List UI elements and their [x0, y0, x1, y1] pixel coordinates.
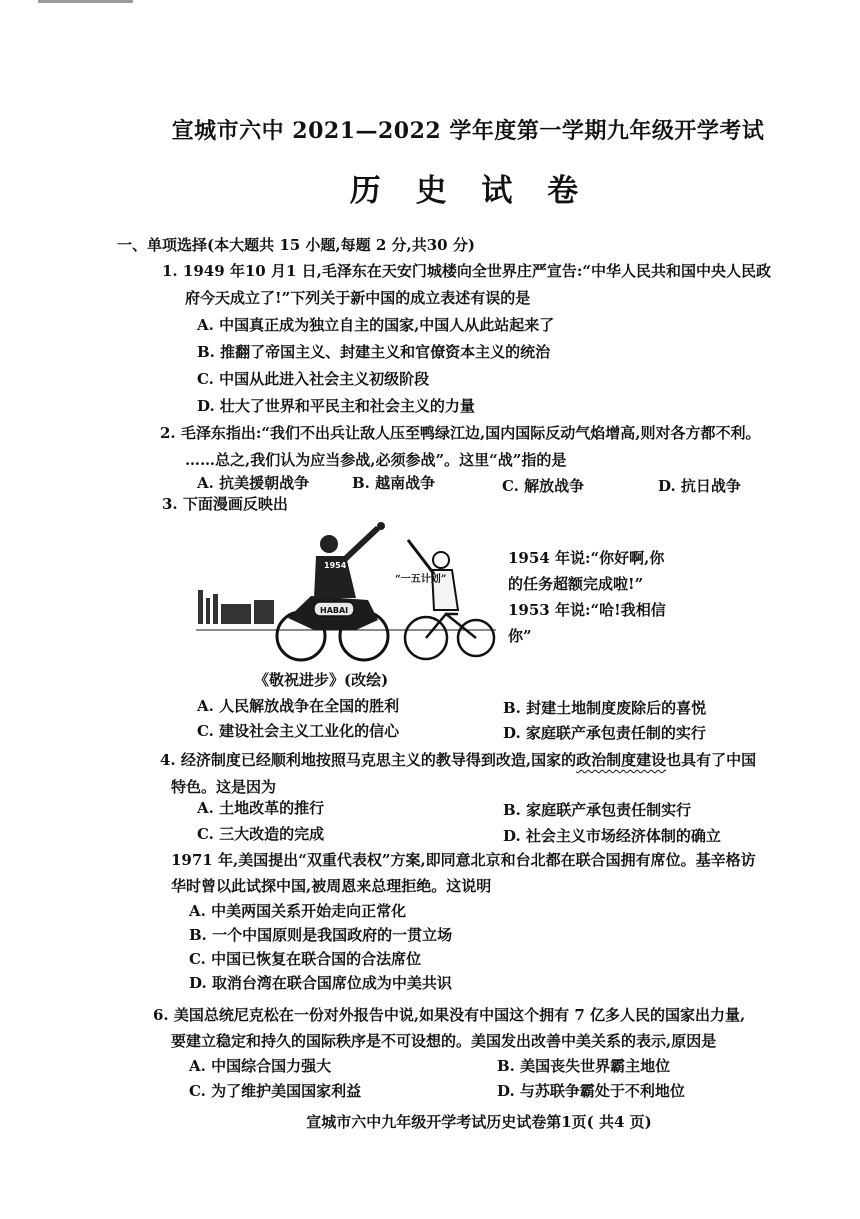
- q4-stem-line1: [160, 749, 756, 770]
- cartoon-image: [196, 518, 496, 666]
- q1-option-c: C. 中国从此进入社会主义初级阶段: [197, 370, 430, 388]
- q6-option-a: A. 中国综合国力强大: [189, 1057, 332, 1075]
- q1-option-d: D. 壮大了世界和平民主和社会主义的力量: [197, 397, 475, 415]
- q5-option-a: A. 中美两国关系开始走向正常化: [189, 902, 407, 920]
- q3-option-a: A. 人民解放战争在全国的胜利: [197, 697, 400, 715]
- q5-option-b: B. 一个中国原则是我国政府的一贯立场: [189, 926, 453, 944]
- cartoon-label-1954: 1954: [324, 561, 347, 570]
- q3-option-c: C. 建设社会主义工业化的信心: [197, 722, 400, 740]
- q4-option-c: C. 三大改造的完成: [197, 825, 325, 843]
- q5-stem-line2: 华时曾以此试探中国,被周恩来总理拒绝。这说明: [171, 877, 492, 895]
- cartoon-speech-1: 1954 年说:“你好啊,你: [508, 549, 665, 567]
- q2-option-a: A. 抗美援朝战争: [197, 474, 310, 492]
- cartoon-label-plan: “一五计划”: [395, 574, 447, 585]
- cartoon-speech-3: 1953 年说:“哈!我相信: [508, 601, 666, 619]
- page-footer: 宣城市六中九年级开学考试历史试卷第1页( 共4 页): [306, 1113, 652, 1131]
- q1-option-b: B. 推翻了帝国主义、封建主义和官僚资本主义的统治: [197, 343, 551, 361]
- q2-option-b: B. 越南战争: [352, 474, 436, 492]
- q4-stem-line2: 特色。这是因为: [171, 778, 277, 796]
- q5-option-d: D. 取消台湾在联合国席位成为中美共识: [189, 974, 452, 992]
- q6-option-d: D. 与苏联争霸处于不利地位: [497, 1082, 685, 1100]
- q2-option-d: D. 抗日战争: [658, 477, 741, 495]
- q5-stem-line1: 1971 年,美国提出“双重代表权”方案,即同意北京和台北都在联合国拥有席位。基辛格访: [171, 851, 756, 869]
- q3-stem: 3. 下面漫画反映出: [162, 495, 288, 513]
- q5-option-c: C. 中国已恢复在联合国的合法席位: [189, 950, 422, 968]
- cartoon-speech-4: 你”: [508, 627, 532, 645]
- q4-emphasized-phrase: 政治制度建设: [576, 751, 667, 769]
- bicycle-icon: [405, 614, 494, 659]
- q4-option-a: A. 土地改革的推行: [197, 799, 325, 817]
- q6-option-b: B. 美国丧失世界霸主地位: [497, 1057, 671, 1075]
- cartoon-caption: 《敬祝进步》(改绘): [254, 671, 389, 689]
- q2-stem-line1: 2. 毛泽东指出:“我们不出兵让敌人压至鸭绿江边,国内国际反动气焰增高,则对各方都不利。: [160, 424, 761, 442]
- q1-stem-line2: 府今天成立了!”下列关于新中国的成立表述有误的是: [185, 289, 531, 307]
- factory-skyline-icon: [198, 590, 274, 624]
- q2-option-c: C. 解放战争: [502, 477, 585, 495]
- q4-stem-part1: 4. 经济制度已经顺利地按照马克思主义的教导得到改造,国家的: [160, 751, 577, 769]
- q6-stem-line2: 要建立稳定和持久的国际秩序是不可设想的。美国发出改善中美关系的表示,原因是: [171, 1032, 717, 1050]
- q2-stem-line2: ……总之,我们认为应当参战,必须参战”。这里“战”指的是: [185, 451, 567, 469]
- q3-option-d: D. 家庭联产承包责任制的实行: [503, 724, 706, 742]
- q4-option-b: B. 家庭联产承包责任制实行: [503, 801, 692, 819]
- svg-text:HABAI: HABAI: [320, 606, 349, 615]
- q4-option-d: D. 社会主义市场经济体制的确立: [503, 827, 721, 845]
- exam-subject: 历 史 试 卷: [349, 173, 591, 209]
- exam-title: 宣城市六中 2021—2022 学年度第一学期九年级开学考试: [171, 118, 765, 144]
- scan-edge-line: [38, 0, 133, 3]
- q3-option-b: B. 封建土地制度废除后的喜悦: [503, 699, 707, 717]
- q6-stem-line1: 6. 美国总统尼克松在一份对外报告中说,如果没有中国这个拥有 7 亿多人民的国家出力量,: [153, 1006, 746, 1024]
- q1-stem-line1: 1. 1949 年10 月1 日,毛泽东在天安门城楼向全世界庄严宣告:“中华人民共和国中央人民政: [162, 262, 771, 280]
- q4-stem-part3: 也具有了中国: [666, 751, 757, 769]
- motorcycle-rider-icon: [314, 522, 385, 598]
- section-heading: 一、单项选择(本大题共 15 小题,每题 2 分,共30 分): [117, 236, 475, 254]
- q6-option-c: C. 为了维护美国国家利益: [189, 1082, 362, 1100]
- q1-option-a: A. 中国真正成为独立自主的国家,中国人从此站起来了: [197, 316, 555, 334]
- cartoon-speech-2: 的任务超额完成啦!”: [508, 575, 644, 593]
